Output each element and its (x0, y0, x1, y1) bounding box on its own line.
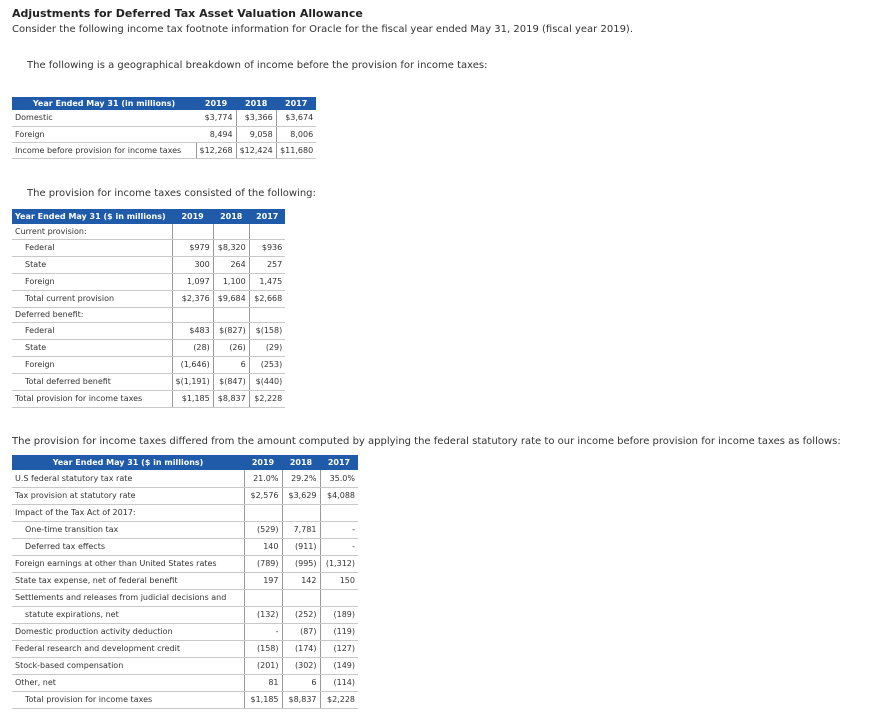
row-label: Other, net (12, 674, 244, 691)
table-row (12, 691, 358, 708)
row-value: $1,185 (244, 691, 282, 708)
table-row (12, 110, 316, 126)
table-row (12, 256, 285, 273)
table-row (12, 356, 285, 373)
row-value: (1,646) (172, 356, 213, 373)
row-value: 6 (282, 674, 320, 691)
geo-year-header: 2019 (196, 97, 236, 110)
table-row (12, 307, 285, 322)
row-label: Federal (12, 322, 172, 339)
row-value (213, 224, 249, 239)
table-row (12, 538, 358, 555)
row-label: State (12, 256, 172, 273)
reconciliation-year-header: 2018 (282, 455, 320, 470)
row-value: (995) (282, 555, 320, 572)
provision-col-label: Year Ended May 31 ($ in millions) (12, 209, 172, 224)
row-value: (158) (244, 640, 282, 657)
row-label: State (12, 339, 172, 356)
row-value (213, 307, 249, 322)
row-value: 21.0% (244, 470, 282, 487)
row-value: $3,629 (282, 487, 320, 504)
table-row (12, 390, 285, 407)
row-value: 140 (244, 538, 282, 555)
row-value: (201) (244, 657, 282, 674)
row-value (172, 307, 213, 322)
row-value: (252) (282, 606, 320, 623)
row-value: $(827) (213, 322, 249, 339)
row-value: $936 (249, 239, 285, 256)
row-value: (1,312) (320, 555, 358, 572)
table-row (12, 142, 316, 158)
row-label: Income before provision for income taxes (12, 142, 196, 158)
row-label: Impact of the Tax Act of 2017: (12, 504, 244, 521)
row-value: $1,185 (172, 390, 213, 407)
row-value: $2,376 (172, 290, 213, 307)
row-value: 81 (244, 674, 282, 691)
row-label: Deferred tax effects (12, 538, 244, 555)
row-value: (29) (249, 339, 285, 356)
row-value: $8,837 (213, 390, 249, 407)
row-label: Domestic (12, 110, 196, 126)
row-value: $483 (172, 322, 213, 339)
row-value: (911) (282, 538, 320, 555)
row-label: Federal (12, 239, 172, 256)
reconciliation-col-label: Year Ended May 31 ($ in millions) (12, 455, 244, 470)
row-value: (253) (249, 356, 285, 373)
row-value (249, 224, 285, 239)
table-row (12, 674, 358, 691)
row-value: (87) (282, 623, 320, 640)
row-value (244, 504, 282, 521)
row-value: $979 (172, 239, 213, 256)
table-row (12, 657, 358, 674)
row-value (249, 307, 285, 322)
geo-col-label: Year Ended May 31 (in millions) (12, 97, 196, 110)
row-value: $3,674 (276, 110, 316, 126)
row-label: Foreign earnings at other than United States rates (12, 555, 244, 572)
geo-intro: The following is a geographical breakdown of income before the provision for income taxes: (27, 60, 488, 71)
table-row (12, 126, 316, 142)
row-value (320, 589, 358, 606)
row-value: $2,228 (320, 691, 358, 708)
row-value (282, 504, 320, 521)
row-value: (174) (282, 640, 320, 657)
row-value: (149) (320, 657, 358, 674)
geo-table (12, 97, 316, 159)
table-row (12, 487, 358, 504)
row-value: - (320, 538, 358, 555)
row-value: 1,097 (172, 273, 213, 290)
row-value: $(847) (213, 373, 249, 390)
row-value: (302) (282, 657, 320, 674)
row-value: (189) (320, 606, 358, 623)
row-value: 9,058 (236, 126, 276, 142)
page-subtitle: Consider the following income tax footnote information for Oracle for the fiscal year ended May 31, 2019 (fiscal year 2019). (12, 24, 634, 35)
row-value: 7,781 (282, 521, 320, 538)
table-row (12, 239, 285, 256)
row-value: 150 (320, 572, 358, 589)
provision-intro: The provision for income taxes consisted of the following: (27, 188, 316, 199)
reconciliation-year-header: 2019 (244, 455, 282, 470)
table-row (12, 322, 285, 339)
table-row (12, 555, 358, 572)
table-row (12, 606, 358, 623)
row-value: (127) (320, 640, 358, 657)
row-label: Current provision: (12, 224, 172, 239)
row-value (282, 589, 320, 606)
row-value (320, 504, 358, 521)
row-value: 300 (172, 256, 213, 273)
row-value: - (320, 521, 358, 538)
row-value: $3,366 (236, 110, 276, 126)
row-value: (119) (320, 623, 358, 640)
row-value: 6 (213, 356, 249, 373)
row-value: $12,268 (196, 142, 236, 158)
row-value: 264 (213, 256, 249, 273)
reconciliation-table (12, 455, 358, 709)
table-row (12, 623, 358, 640)
provision-table (12, 209, 285, 408)
row-value: $(158) (249, 322, 285, 339)
row-value: 257 (249, 256, 285, 273)
table-row (12, 640, 358, 657)
row-value: $(1,191) (172, 373, 213, 390)
row-value: $2,228 (249, 390, 285, 407)
row-value: $11,680 (276, 142, 316, 158)
row-value: 8,006 (276, 126, 316, 142)
row-value: 142 (282, 572, 320, 589)
row-value: (132) (244, 606, 282, 623)
row-label: U.S federal statutory tax rate (12, 470, 244, 487)
geo-year-header: 2018 (236, 97, 276, 110)
table-row (12, 373, 285, 390)
row-value: 29.2% (282, 470, 320, 487)
provision-year-header: 2019 (172, 209, 213, 224)
table-row (12, 589, 358, 606)
provision-year-header: 2017 (249, 209, 285, 224)
table-row (12, 224, 285, 239)
row-value: (26) (213, 339, 249, 356)
provision-year-header: 2018 (213, 209, 249, 224)
row-value: $2,576 (244, 487, 282, 504)
geo-year-header: 2017 (276, 97, 316, 110)
table-row (12, 572, 358, 589)
table-row (12, 521, 358, 538)
row-value: 35.0% (320, 470, 358, 487)
row-label: Domestic production activity deduction (12, 623, 244, 640)
row-value: $12,424 (236, 142, 276, 158)
row-label: State tax expense, net of federal benefit (12, 572, 244, 589)
row-value: 1,100 (213, 273, 249, 290)
table-row (12, 339, 285, 356)
row-label: Stock-based compensation (12, 657, 244, 674)
table-row (12, 290, 285, 307)
row-value: 1,475 (249, 273, 285, 290)
row-value: 8,494 (196, 126, 236, 142)
row-value: (529) (244, 521, 282, 538)
row-value: $2,668 (249, 290, 285, 307)
reconciliation-intro: The provision for income taxes differed from the amount computed by applying the federal statutory rate to our income before provision for income taxes as follows: (12, 436, 841, 447)
row-value: (114) (320, 674, 358, 691)
row-label: One-time transition tax (12, 521, 244, 538)
row-value (172, 224, 213, 239)
row-value (244, 589, 282, 606)
row-label: Total current provision (12, 290, 172, 307)
row-label: statute expirations, net (12, 606, 244, 623)
row-label: Tax provision at statutory rate (12, 487, 244, 504)
row-label: Settlements and releases from judicial decisions and (12, 589, 244, 606)
row-label: Foreign (12, 356, 172, 373)
table-row (12, 470, 358, 487)
row-label: Total provision for income taxes (12, 390, 172, 407)
page-title: Adjustments for Deferred Tax Asset Valuation Allowance (12, 7, 363, 20)
row-label: Foreign (12, 273, 172, 290)
row-label: Total provision for income taxes (12, 691, 244, 708)
row-value: - (244, 623, 282, 640)
row-label: Foreign (12, 126, 196, 142)
row-label: Deferred benefit: (12, 307, 172, 322)
row-value: $9,684 (213, 290, 249, 307)
row-value: (789) (244, 555, 282, 572)
row-value: $8,320 (213, 239, 249, 256)
row-value: $(440) (249, 373, 285, 390)
row-value: 197 (244, 572, 282, 589)
table-row (12, 504, 358, 521)
row-value: $3,774 (196, 110, 236, 126)
reconciliation-year-header: 2017 (320, 455, 358, 470)
row-label: Federal research and development credit (12, 640, 244, 657)
table-row (12, 273, 285, 290)
row-value: $8,837 (282, 691, 320, 708)
row-value: $4,088 (320, 487, 358, 504)
row-value: (28) (172, 339, 213, 356)
row-label: Total deferred benefit (12, 373, 172, 390)
